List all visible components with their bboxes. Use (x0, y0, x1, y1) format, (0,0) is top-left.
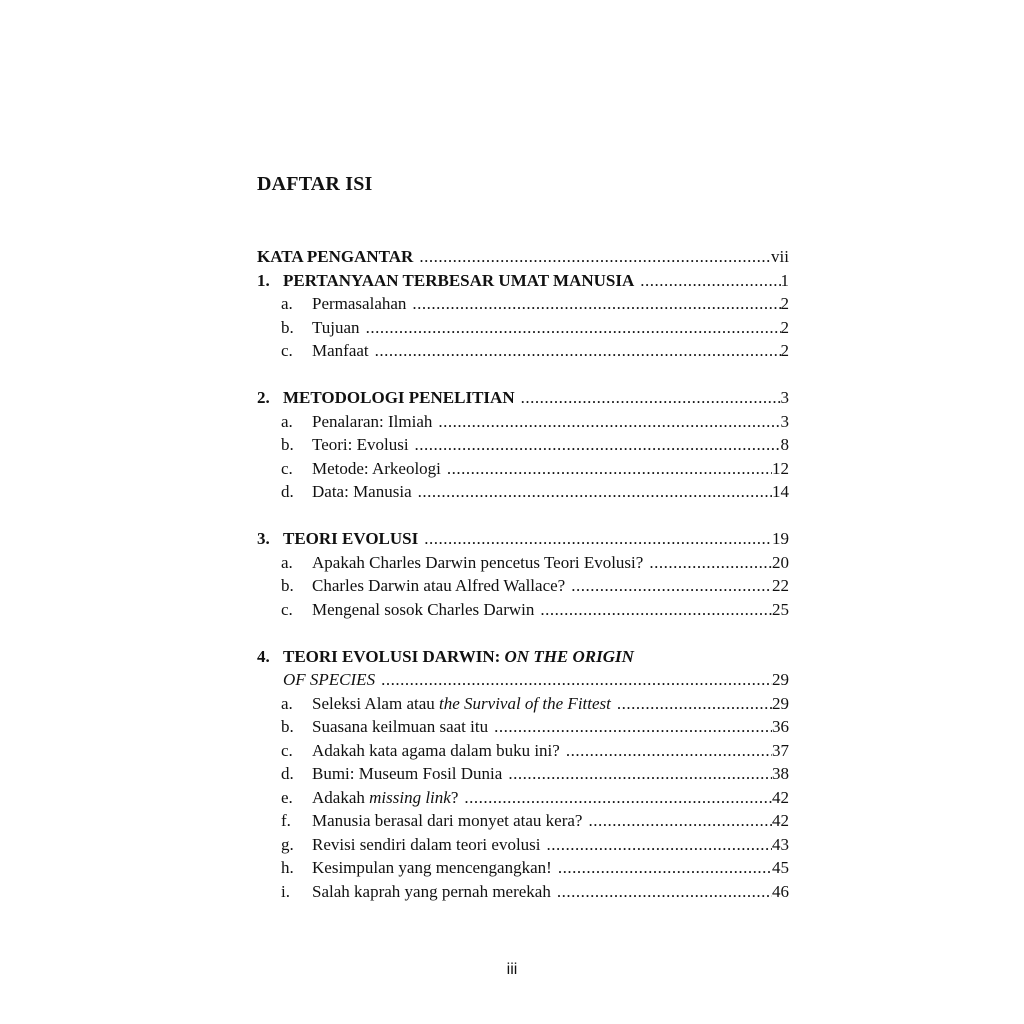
toc-entry-label (312, 762, 508, 786)
toc-entry-number: e. (281, 787, 293, 807)
toc-entry-label (312, 410, 438, 434)
toc-page-number: 2 (780, 317, 789, 337)
toc-entry-label-text: Adakah (312, 787, 370, 807)
toc-section-entry (257, 457, 789, 481)
toc-entry-label (257, 245, 419, 269)
toc-page-number: 3 (780, 411, 789, 431)
toc-entry-label (312, 551, 649, 575)
toc-entry-label (312, 856, 558, 880)
dot-leader (571, 574, 772, 598)
toc-entry-number: c. (281, 599, 293, 619)
toc-entry-label-text: Apakah Charles Darwin pencetus Teori Evolusi? (312, 552, 644, 572)
toc-page-number: 37 (772, 740, 789, 760)
toc-entry-label (312, 739, 566, 763)
dot-leader (540, 598, 772, 622)
toc-entry-label-text: Metode: Arkeologi (312, 458, 441, 478)
toc-entry-label (312, 786, 464, 810)
toc-page-number: 3 (780, 388, 789, 407)
toc-entry-label (283, 386, 521, 410)
toc-chapter-entry (257, 386, 789, 410)
toc-entry-label-text: KATA PENGANTAR (257, 247, 414, 266)
toc-entry-label-italic: OF SPECIES (283, 670, 376, 689)
toc-chapter-entry (257, 269, 789, 293)
toc-entry-label (283, 645, 640, 669)
toc-section-entry (257, 786, 789, 810)
dot-leader (412, 292, 780, 316)
dot-leader (375, 339, 781, 363)
toc-entry-label-suffix: ? (450, 787, 459, 807)
dot-leader (557, 880, 772, 904)
toc-entry-label-text: TEORI EVOLUSI (283, 529, 419, 548)
toc-chapter-entry (257, 527, 789, 551)
dot-leader (558, 856, 772, 880)
toc-entry-label-text: Permasalahan (312, 294, 407, 313)
toc-page-number: 2 (780, 341, 789, 360)
toc-entry-number: d. (281, 764, 294, 783)
toc-entry-number: 1. (257, 270, 270, 290)
toc-page-number: 1 (780, 270, 789, 290)
toc-entry-number: i. (281, 881, 290, 901)
toc-entry-label-text: TEORI EVOLUSI DARWIN: (283, 646, 505, 666)
toc-section-entry (257, 762, 789, 786)
page-title: DAFTAR ISI (257, 173, 373, 195)
toc-entry-number: a. (281, 693, 293, 713)
toc-page-number: 25 (772, 599, 789, 619)
toc-page-number: 29 (772, 693, 789, 713)
dot-leader (508, 762, 772, 786)
dot-leader (649, 551, 772, 575)
toc-page-number: 19 (772, 529, 789, 548)
toc-entry-label (312, 574, 571, 598)
toc-section-entry (257, 410, 789, 434)
dot-leader (464, 786, 772, 810)
toc-entry-number: c. (281, 341, 293, 360)
dot-leader (447, 457, 772, 481)
toc-page-number: 2 (780, 294, 789, 313)
toc-entry-label-italic: ON THE ORIGIN (504, 646, 634, 666)
toc-chapter-entry (257, 245, 789, 269)
toc-entry-label-text: PERTANYAAN TERBESAR UMAT MANUSIA (283, 270, 635, 290)
toc-entry-label-italic: missing link (369, 787, 451, 807)
toc-section-entry (257, 880, 789, 904)
toc-entry-number: a. (281, 411, 293, 431)
toc-page-number: 22 (772, 576, 789, 595)
toc-entry-number: 4. (257, 646, 270, 666)
dot-leader (424, 527, 772, 551)
toc-entry-number: g. (281, 834, 294, 854)
toc-section-entry (257, 574, 789, 598)
dot-leader (381, 668, 772, 692)
toc-page-number: 45 (772, 858, 789, 877)
toc-entry-label-text: Charles Darwin atau Alfred Wallace? (312, 576, 566, 595)
toc-section-entry (257, 739, 789, 763)
toc-entry-number: c. (281, 458, 293, 478)
toc-entry-number: b. (281, 435, 294, 454)
toc-entry-label (312, 457, 447, 481)
toc-page-number: 8 (780, 435, 789, 454)
toc-entry-number: 3. (257, 529, 270, 548)
toc-page-number: 42 (772, 787, 789, 807)
toc-entry-label (312, 880, 557, 904)
toc-entry-label-text: Kesimpulan yang mencengangkan! (312, 858, 552, 877)
toc-entry-label (283, 668, 381, 692)
toc-entry-number: 2. (257, 388, 270, 407)
toc-entry-label-text: Data: Manusia (312, 482, 412, 501)
toc-entry-label-italic: the Survival of the Fittest (439, 693, 611, 713)
toc-entry-label-text: Bumi: Museum Fosil Dunia (312, 764, 503, 783)
toc-entry-label (312, 598, 540, 622)
toc-entry-label (312, 433, 415, 457)
toc-entry-label (312, 715, 494, 739)
toc-page-number: 20 (772, 552, 789, 572)
toc-entry-number: b. (281, 717, 294, 736)
toc-entry-number: b. (281, 576, 294, 595)
toc-entry-label (312, 292, 412, 316)
dot-leader (438, 410, 780, 434)
table-of-contents (257, 245, 789, 903)
toc-section-entry (257, 551, 789, 575)
toc-entry-label (312, 339, 375, 363)
dot-leader (415, 433, 781, 457)
toc-entry-number: a. (281, 552, 293, 572)
toc-entry-number: a. (281, 294, 293, 313)
toc-page-number: 38 (772, 764, 789, 783)
toc-entry-label-text: Penalaran: Ilmiah (312, 411, 433, 431)
toc-entry-label (312, 480, 418, 504)
toc-entry-label-text: Teori: Evolusi (312, 435, 409, 454)
toc-entry-label-text: Seleksi Alam atau (312, 693, 440, 713)
toc-entry-label-text: Salah kaprah yang pernah merekah (312, 881, 551, 901)
toc-entry-number: f. (281, 811, 291, 830)
toc-entry-label (312, 316, 366, 340)
dot-leader (494, 715, 772, 739)
page-number: iii (506, 961, 518, 978)
dot-leader (640, 269, 780, 293)
dot-leader (366, 316, 781, 340)
toc-section-entry (257, 833, 789, 857)
dot-leader (521, 386, 781, 410)
toc-entry-label (283, 269, 640, 293)
toc-page-number: 36 (772, 717, 789, 736)
toc-section-entry (257, 692, 789, 716)
dot-leader (418, 480, 772, 504)
toc-entry-number: h. (281, 858, 294, 877)
toc-entry-label (312, 833, 547, 857)
toc-entry-number: c. (281, 740, 293, 760)
toc-section-entry (257, 433, 789, 457)
toc-entry-label-text: Tujuan (312, 317, 360, 337)
toc-entry-continuation (257, 668, 789, 692)
toc-entry-label (283, 527, 424, 551)
toc-entry-label-text: METODOLOGI PENELITIAN (283, 388, 515, 407)
dot-leader (547, 833, 772, 857)
toc-entry-label-text: Manfaat (312, 341, 369, 360)
toc-entry-label (312, 692, 617, 716)
dot-leader (588, 809, 772, 833)
toc-section-entry (257, 292, 789, 316)
toc-chapter-entry (257, 645, 789, 669)
toc-section-entry (257, 480, 789, 504)
dot-leader (419, 245, 771, 269)
dot-leader (617, 692, 772, 716)
toc-section-entry (257, 715, 789, 739)
toc-entry-label-text: Manusia berasal dari monyet atau kera? (312, 811, 583, 830)
toc-entry-label-text: Mengenal sosok Charles Darwin (312, 599, 535, 619)
toc-entry-label (312, 809, 588, 833)
toc-entry-number: d. (281, 482, 294, 501)
dot-leader (566, 739, 772, 763)
toc-page-number: 43 (772, 834, 789, 854)
toc-section-entry (257, 598, 789, 622)
toc-entry-label-text: Suasana keilmuan saat itu (312, 717, 489, 736)
toc-page-number: 46 (772, 881, 789, 901)
toc-page-number: vii (771, 247, 789, 266)
toc-entry-number: b. (281, 317, 294, 337)
toc-section-entry (257, 339, 789, 363)
toc-page-number: 12 (772, 458, 789, 478)
toc-page-number: 42 (772, 811, 789, 830)
toc-section-entry (257, 856, 789, 880)
toc-section-entry (257, 316, 789, 340)
toc-page-number: 29 (772, 670, 789, 689)
toc-entry-label-text: Revisi sendiri dalam teori evolusi (312, 834, 541, 854)
toc-section-entry (257, 809, 789, 833)
toc-entry-label-text: Adakah kata agama dalam buku ini? (312, 740, 560, 760)
toc-page-number: 14 (772, 482, 789, 501)
